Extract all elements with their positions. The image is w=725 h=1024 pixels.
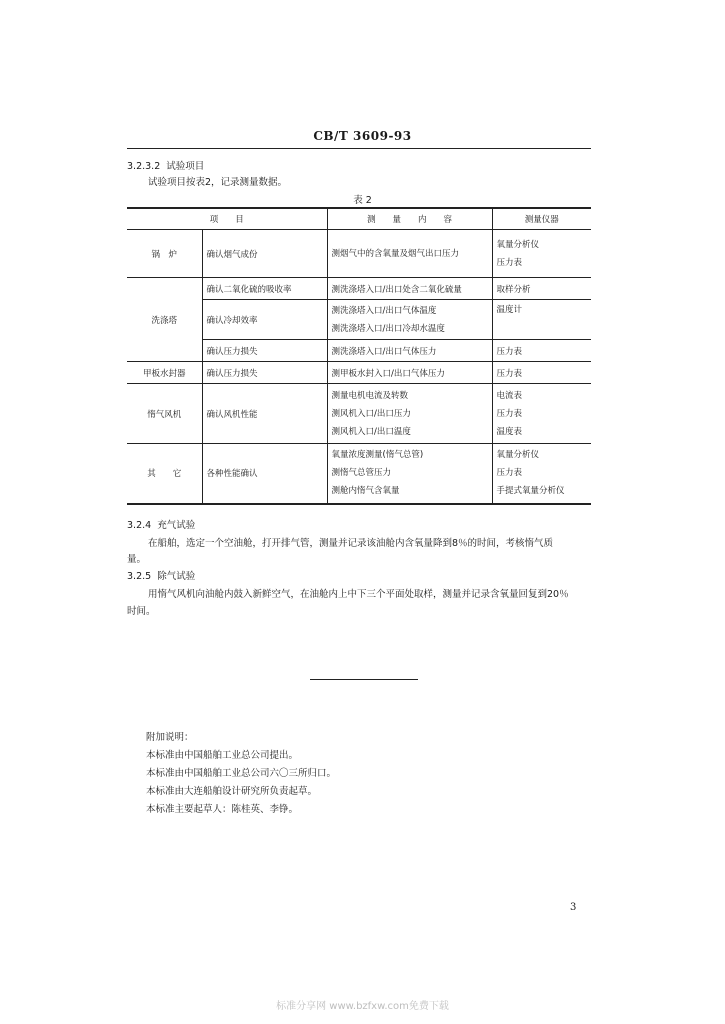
content-cell: 测甲板水封入口/出口气体压力 xyxy=(327,362,492,384)
instrument-cell: 取样分析 xyxy=(492,278,591,300)
content-cell: 氧量浓度测量(惰气总管) 测惰气总管压力 测舱内惰气含氧量 xyxy=(327,444,492,504)
section-3-2-3-2-heading xyxy=(127,158,204,172)
instrument-cell: 压力表 xyxy=(492,340,591,362)
section-3-2-5-heading xyxy=(127,568,195,582)
item-cell: 确认压力损失 xyxy=(202,362,327,384)
group-fan: 惰气风机 xyxy=(127,384,202,444)
header-rule xyxy=(127,148,591,149)
table-caption: 表 2 xyxy=(353,195,372,206)
document-header: CB/T 3609-93 xyxy=(313,129,412,143)
section-title: 除气试验 xyxy=(157,571,196,582)
group-boiler: 锅 炉 xyxy=(127,230,202,278)
watermark: 标准分享网 www.bzfxw.com免费下载 xyxy=(276,1001,449,1012)
content-cell: 测洗涤塔入口/出口气体压力 xyxy=(327,340,492,362)
content-cell: 测烟气中的含氧量及烟气出口压力 xyxy=(327,230,492,278)
instrument-cell: 压力表 xyxy=(492,362,591,384)
instrument-cell: 氧量分析仪 压力表 手提式氧量分析仪 xyxy=(492,444,591,504)
item-cell: 确认烟气成份 xyxy=(202,230,327,278)
item-cell: 确认风机性能 xyxy=(202,384,327,444)
section-title: 试验项目 xyxy=(166,161,205,172)
content-cell: 测量电机电流及转数 测风机入口/出口压力 测风机入口/出口温度 xyxy=(327,384,492,444)
page-number: 3 xyxy=(570,902,577,913)
test-items-table xyxy=(127,207,591,505)
table-row xyxy=(127,278,591,300)
section-3-2-5-text-line2: 时间。 xyxy=(127,606,156,617)
instrument-cell: 温度计 xyxy=(492,300,591,340)
item-cell: 各种性能确认 xyxy=(202,444,327,504)
content-cell: 测洗涤塔入口/出口处含二氧化硫量 xyxy=(327,278,492,300)
notes-line: 本标准主要起草人：陈桂英、李铮。 xyxy=(146,804,299,815)
notes-line: 本标准由中国船舶工业总公司六〇三所归口。 xyxy=(146,768,337,779)
table-header-row xyxy=(127,208,591,230)
content-cell: 测洗涤塔入口/出口气体温度 测洗涤塔入口/出口冷却水温度 xyxy=(327,300,492,340)
notes-line: 本标准由中国船舶工业总公司提出。 xyxy=(146,750,299,761)
section-number: 3.2.3.2 xyxy=(127,161,161,172)
item-cell: 确认压力损失 xyxy=(202,340,327,362)
notes-line: 本标准由大连船舶设计研究所负责起草。 xyxy=(146,786,318,797)
header-item: 项 目 xyxy=(127,208,327,230)
item-cell: 确认冷却效率 xyxy=(202,300,327,340)
group-other: 其 它 xyxy=(127,444,202,504)
header-content: 测 量 内 容 xyxy=(327,208,492,230)
section-number: 3.2.4 xyxy=(127,520,152,531)
instrument-cell: 电流表 压力表 温度表 xyxy=(492,384,591,444)
table-row xyxy=(127,444,591,504)
section-title: 充气试验 xyxy=(157,520,196,531)
instrument-cell: 氧量分析仪 压力表 xyxy=(492,230,591,278)
table-row xyxy=(127,230,591,278)
section-3-2-3-2-text: 试验项目按表2，记录测量数据。 xyxy=(148,177,288,188)
section-3-2-4-text-line1: 在船舶，选定一个空油舱，打开排气管，测量并记录该油舱内含氧量降到8％的时间，考核惰气质 xyxy=(148,538,554,549)
section-3-2-4-text-line2: 量。 xyxy=(127,554,147,565)
section-number: 3.2.5 xyxy=(127,571,152,582)
group-scrubber: 洗涤塔 xyxy=(127,278,202,362)
end-rule xyxy=(310,679,418,680)
table-row xyxy=(127,362,591,384)
header-instrument: 测量仪器 xyxy=(492,208,591,230)
section-3-2-5-text-line1: 用惰气风机向油舱内鼓入新鲜空气，在油舱内上中下三个平面处取样，测量并记录含氧量回复到20％ xyxy=(148,589,569,600)
group-deck-seal: 甲板水封器 xyxy=(127,362,202,384)
notes-title: 附加说明： xyxy=(146,732,194,743)
section-3-2-4-heading xyxy=(127,517,195,531)
table-row xyxy=(127,384,591,444)
item-cell: 确认二氧化硫的吸收率 xyxy=(202,278,327,300)
